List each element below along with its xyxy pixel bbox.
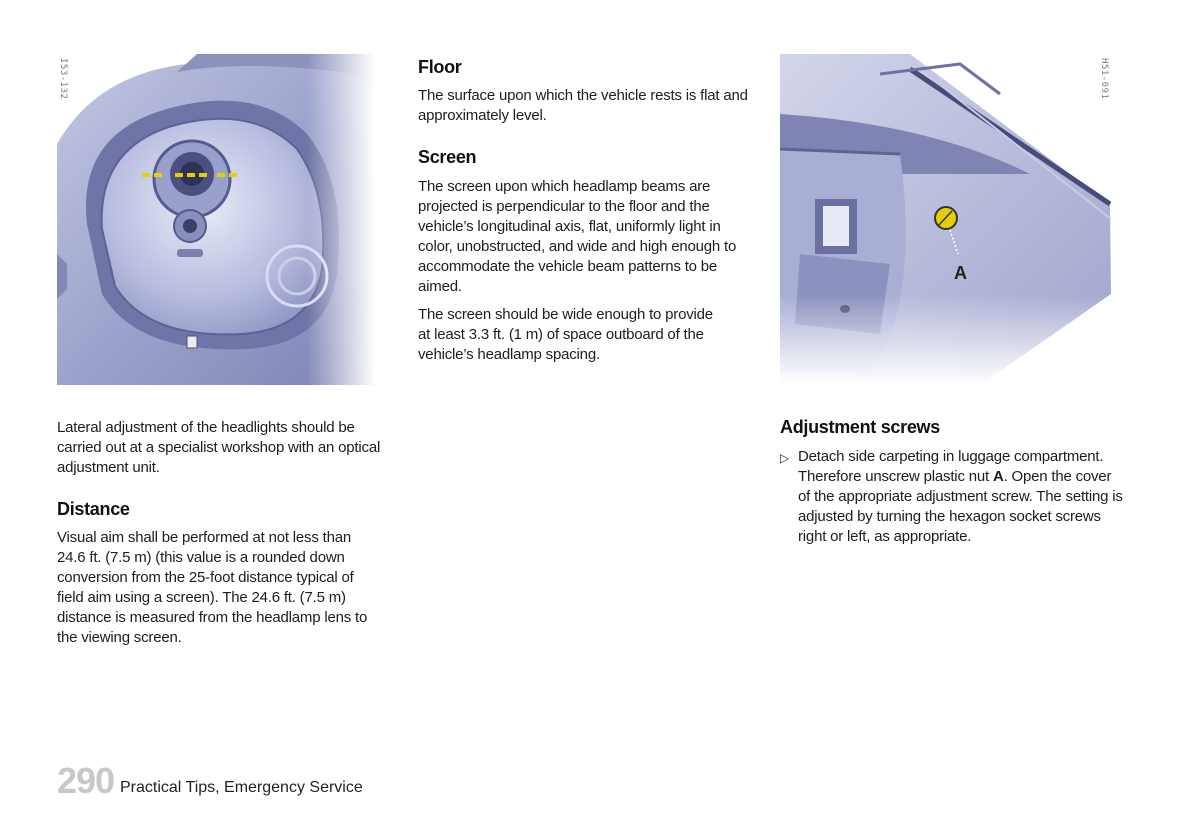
bullet-arrow-icon: ▷ bbox=[780, 451, 790, 465]
floor-body: The surface upon which the vehicle rests is flat and approximately level. bbox=[418, 87, 748, 124]
page-number: 290 bbox=[57, 760, 115, 801]
distance-heading: Distance bbox=[57, 499, 130, 519]
floor-heading: Floor bbox=[418, 57, 462, 77]
distance-body: Visual aim shall be performed at not less than 24.6 ft. (7.5 m) (this value is a rounded down conversion from the 25-foot distance typical of field aim using a screen). The 24.6 ft. (7.5 m) distance is measured from the headlamp lens to the viewing screen. bbox=[57, 529, 368, 646]
adjustment-screws-heading: Adjustment screws bbox=[780, 417, 940, 437]
adjustment-text-1: Detach side carpeting in luggage compartment. Therefore unscrew plastic nut bbox=[798, 448, 1104, 485]
screen-body-1: The screen upon which headlamp beams are projected is perpendicular to the floor and the vehicle’s longitudinal axis, flat, uniformly light in color, unobstructed, and wide and high enough to accommodate the vehicle beam patterns to be aimed. bbox=[418, 178, 737, 295]
luggage-figure-code: H51-091 bbox=[1099, 58, 1109, 100]
headlamp-figure-code: I53-132 bbox=[58, 58, 68, 100]
screen-heading: Screen bbox=[418, 147, 477, 167]
adjustment-text-2: . Open the cover of the appropriate adjustment screw. The setting is adjusted by turning the hexagon socket screws right or left, as appropriate. bbox=[798, 468, 1123, 545]
footer-section-title: Practical Tips, Emergency Service bbox=[120, 779, 363, 796]
headlamp-figure bbox=[57, 54, 375, 385]
marker-a-label: A bbox=[954, 263, 967, 283]
headlamp-illustration bbox=[57, 54, 375, 385]
nut-a-label: A bbox=[992, 468, 1004, 485]
lateral-adjustment-text: Lateral adjustment of the headlights should be carried out at a specialist workshop with an optical adjustment unit. bbox=[57, 419, 381, 476]
adjustment-instructions bbox=[798, 447, 1125, 547]
adjustment-bullet bbox=[780, 447, 1125, 547]
screen-body-2: The screen should be wide enough to provide at least 3.3 ft. (1 m) of space outboard of the vehicle’s headlamp spacing. bbox=[418, 306, 713, 363]
luggage-compartment-illustration bbox=[780, 54, 1111, 385]
luggage-figure bbox=[780, 54, 1111, 385]
